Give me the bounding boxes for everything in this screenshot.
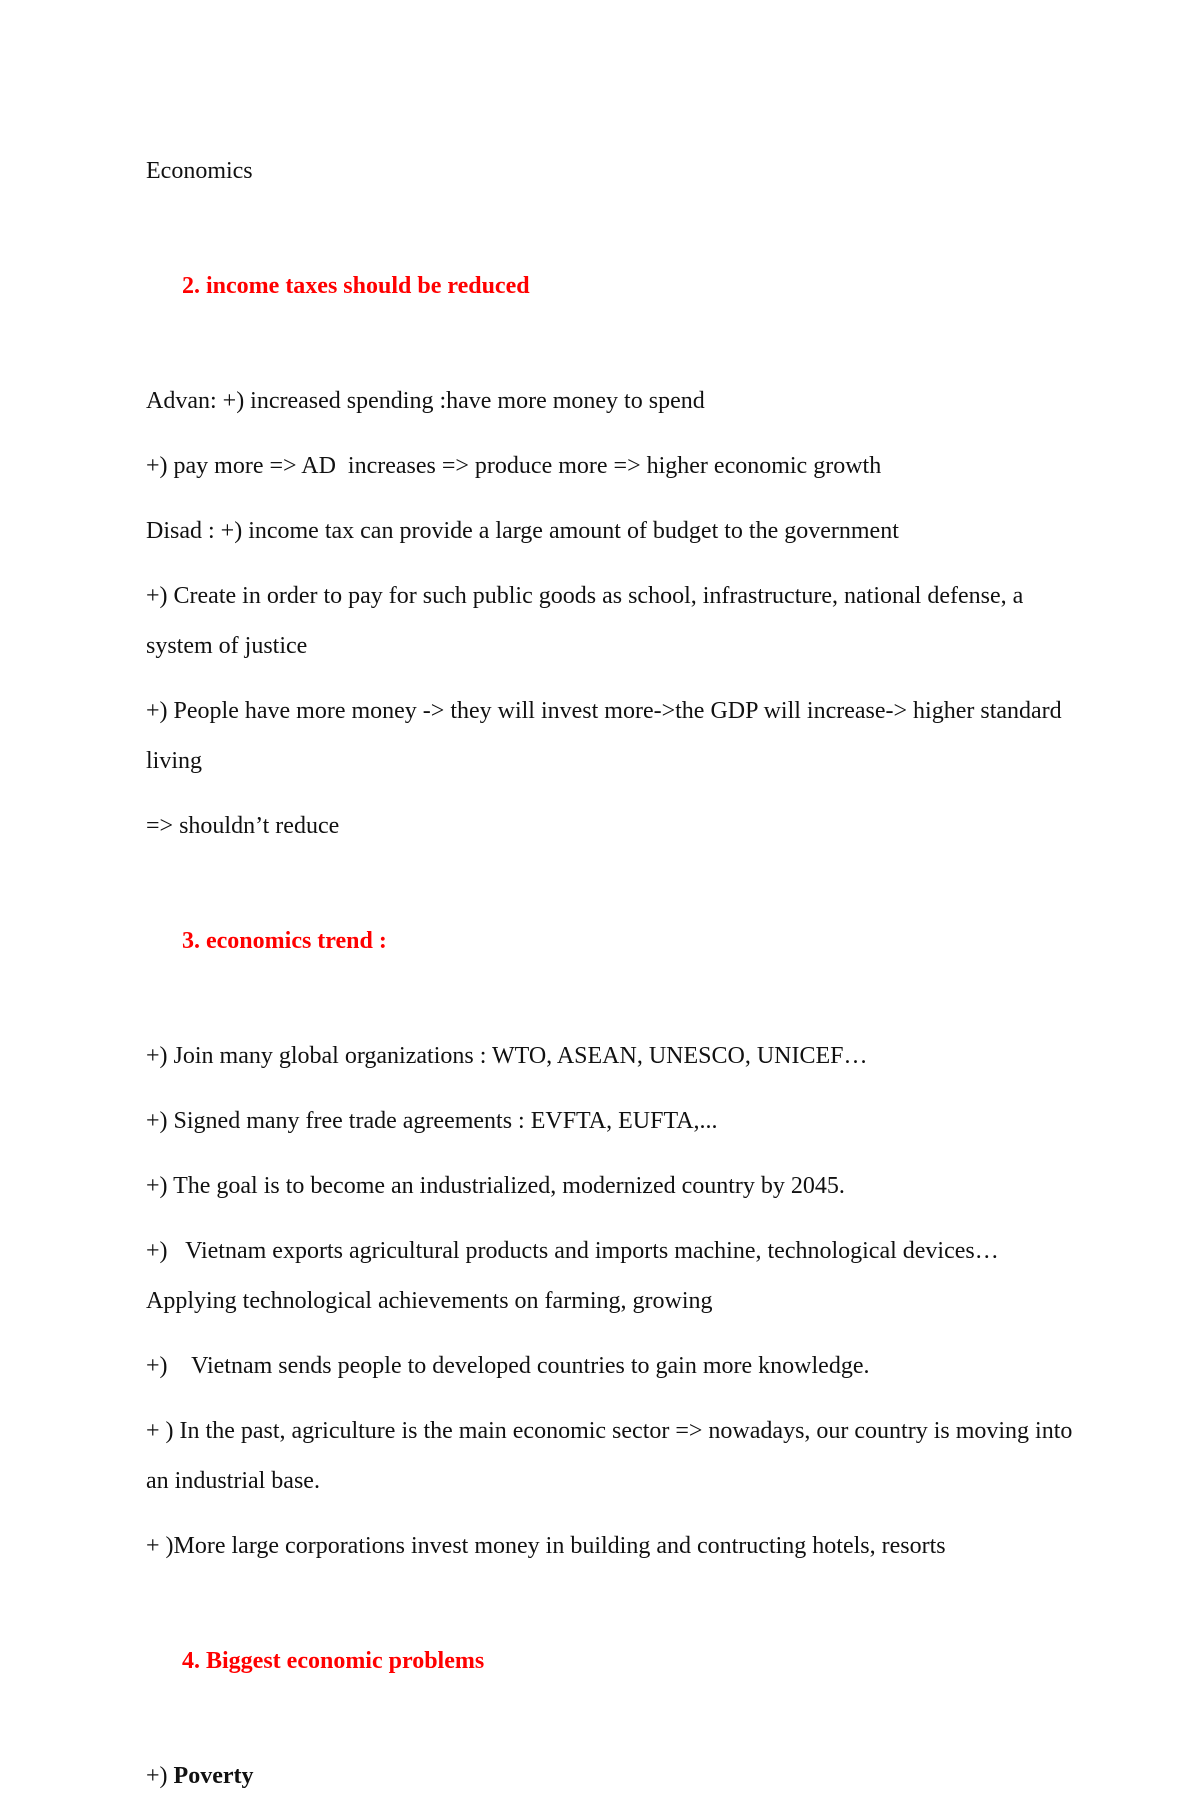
paragraph-invest-more: +) People have more money -> they will invest more->the GDP will increase-> higher standard living [146,698,1068,774]
list-item-bold-text: Poverty [173,1763,254,1789]
section-heading-economics-trend [146,866,1076,1016]
paragraph-global-organizations: +) Join many global organizations : WTO, ASEAN, UNESCO, UNICEF… [146,1043,868,1069]
paragraph-disadvantages: Disad : +) income tax can provide a large amount of budget to the government [146,518,899,544]
document-content [146,146,1079,1816]
paragraph-trade-agreements: +) Signed many free trade agreements : EVFTA, EUFTA,... [146,1108,718,1134]
section-heading-income-taxes [146,211,1076,361]
list-item-poverty [146,1751,1076,1801]
section-heading-text: 3. economics trend : [182,928,387,954]
paragraph-goal-2045: +) The goal is to become an industrialized, modernized country by 2045. [146,1173,845,1199]
paragraph-pay-more: +) pay more => AD increases => produce more => higher economic growth [146,453,882,479]
document-title: Economics [146,158,253,184]
paragraph-knowledge: +) Vietnam sends people to developed countries to gain more knowledge. [146,1353,870,1379]
paragraph-exports-imports: +) Vietnam exports agricultural products and imports machine, technological devices… Applying technological achievements on farming, growing [146,1238,1004,1314]
list-item-prefix: +) [146,1763,174,1789]
paragraph-public-goods: +) Create in order to pay for such public goods as school, infrastructure, national defense, a system of justice [146,583,1030,659]
paragraph-conclusion: => shouldn’t reduce [146,813,340,839]
paragraph-corporations: + )More large corporations invest money in building and contructing hotels, resorts [146,1533,946,1559]
paragraph-industrial-base: + ) In the past, agriculture is the main economic sector => nowadays, our country is moving into an industrial base. [146,1418,1079,1494]
section-heading-economic-problems [146,1586,1076,1736]
section-heading-text: 4. Biggest economic problems [182,1648,485,1674]
section-heading-text: 2. income taxes should be reduced [182,273,530,299]
paragraph-advantages: Advan: +) increased spending :have more money to spend [146,388,705,414]
